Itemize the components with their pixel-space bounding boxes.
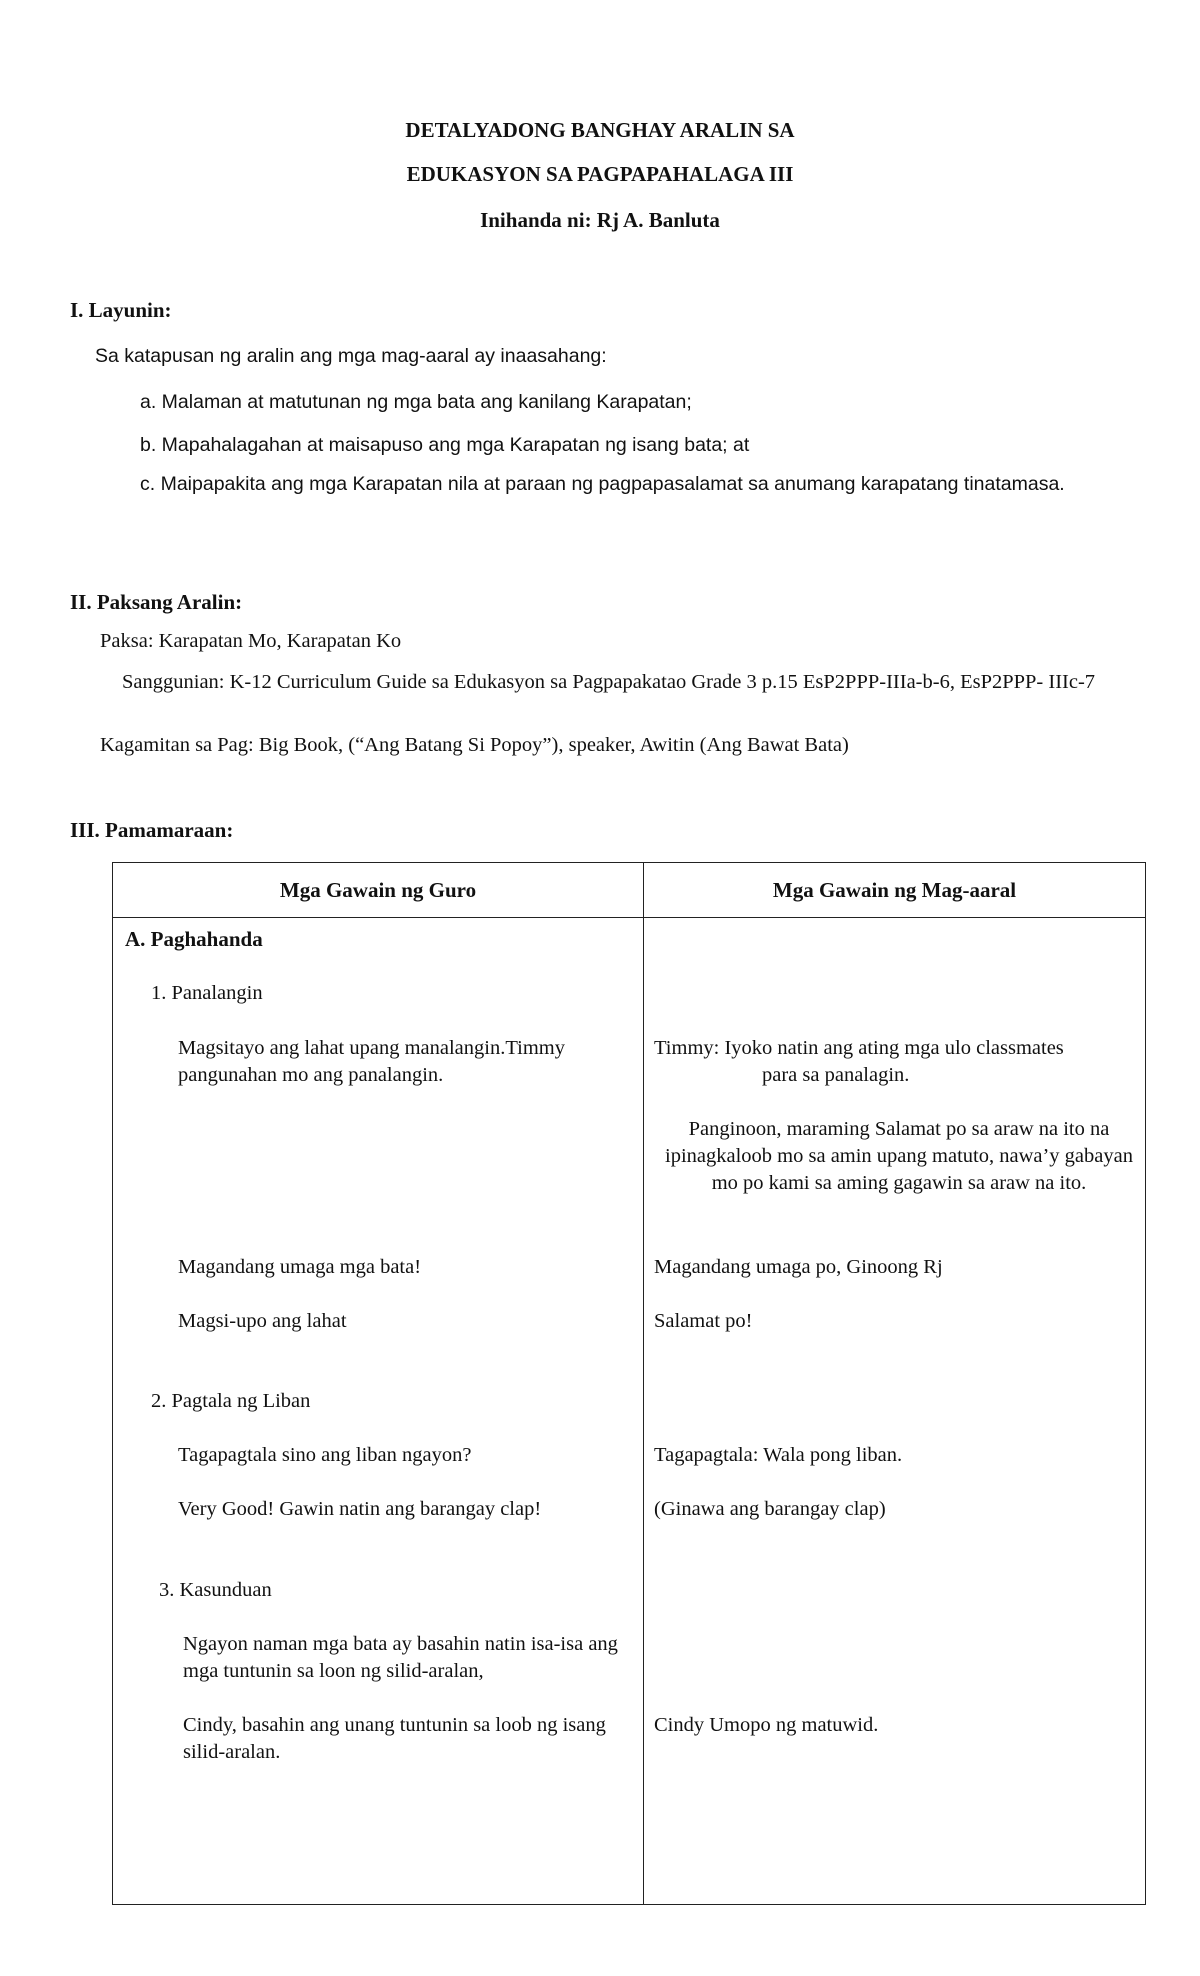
cindy-umopo: Cindy Umopo ng matuwid. xyxy=(654,1714,879,1736)
guro-magandang-umaga: Magandang umaga mga bata! xyxy=(178,1256,422,1278)
timmy-line2: para sa panalagin. xyxy=(762,1064,910,1086)
guro-tagapagtala-tanong: Tagapagtala sino ang liban ngayon? xyxy=(178,1444,472,1466)
prepared-by: Inihanda ni: Rj A. Banluta xyxy=(480,208,720,232)
column-header-mag-aaral: Mga Gawain ng Mag-aaral xyxy=(644,863,1146,918)
layunin-item-c: c. Maipapakita ang mga Karapatan nila at paraan ng pagpapasalamat sa anumang karapatang tinatamasa. xyxy=(140,473,1065,495)
panalangin-label: 1. Panalangin xyxy=(151,982,263,1004)
document-title-line2: EDUKASYON SA PAGPAPAHALAGA III xyxy=(406,162,794,186)
guro-magsi-upo: Magsi-upo ang lahat xyxy=(178,1310,347,1332)
wala-pong-liban: Tagapagtala: Wala pong liban. xyxy=(654,1444,903,1466)
pamamaraan-table xyxy=(112,862,1146,1905)
column-header-guro: Mga Gawain ng Guro xyxy=(113,863,644,918)
mag-aaral-cell xyxy=(644,918,1146,1905)
kasunduan-label: 3. Kasunduan xyxy=(159,1579,272,1601)
sanggunian: Sanggunian: K-12 Curriculum Guide sa Edukasyon sa Pagpapakatao Grade 3 p.15 EsP2PPP-IIIa-b-6, EsP2PPP- IIIc-7 xyxy=(122,671,1096,693)
layunin-item-a: a. Malaman at matutunan ng mga bata ang kanilang Karapatan; xyxy=(140,391,692,413)
kagamitan: Kagamitan sa Pag: Big Book, (“Ang Batang Si Popoy”), speaker, Awitin (Ang Bawat Bata) xyxy=(100,734,849,756)
section-heading-paksang-aralin: II. Paksang Aralin: xyxy=(70,590,243,614)
guro-magsitayo: Magsitayo ang lahat upang manalangin.Timmy pangunahan mo ang panalangin. xyxy=(178,1037,565,1086)
magandang-umaga-po: Magandang umaga po, Ginoong Rj xyxy=(654,1256,943,1278)
document-title-line1: DETALYADONG BANGHAY ARALIN SA xyxy=(405,118,795,142)
paksa: Paksa: Karapatan Mo, Karapatan Ko xyxy=(100,630,402,652)
guro-very-good: Very Good! Gawin natin ang barangay clap! xyxy=(178,1498,542,1520)
section-a-label: A. Paghahanda xyxy=(125,927,263,951)
pagtala-label: 2. Pagtala ng Liban xyxy=(151,1390,311,1412)
salamat-po: Salamat po! xyxy=(654,1310,753,1332)
section-heading-layunin: I. Layunin: xyxy=(70,298,172,322)
table-row xyxy=(113,918,1146,1905)
layunin-intro: Sa katapusan ng aralin ang mga mag-aaral ay inaasahang: xyxy=(95,345,607,367)
guro-cell xyxy=(113,918,644,1905)
guro-cindy: Cindy, basahin ang unang tuntunin sa loob ng isang silid-aralan. xyxy=(183,1714,606,1763)
table-header-row xyxy=(113,863,1146,918)
timmy-line1: Timmy: Iyoko natin ang ating mga ulo classmates xyxy=(654,1037,1064,1059)
guro-ngayon: Ngayon naman mga bata ay basahin natin isa-isa ang mga tuntunin sa loon ng silid-aralan, xyxy=(183,1633,618,1682)
ginawa-barangay-clap: (Ginawa ang barangay clap) xyxy=(654,1498,886,1520)
section-heading-pamamaraan: III. Pamamaraan: xyxy=(70,818,234,842)
panalangin-dasal: Panginoon, maraming Salamat po sa araw na ito na ipinagkaloob mo sa amin upang matuto, nawa’y gabayan mo po kami sa aming gagawin sa araw na ito. xyxy=(665,1118,1133,1194)
layunin-item-b: b. Mapahalagahan at maisapuso ang mga Karapatan ng isang bata; at xyxy=(140,434,750,456)
